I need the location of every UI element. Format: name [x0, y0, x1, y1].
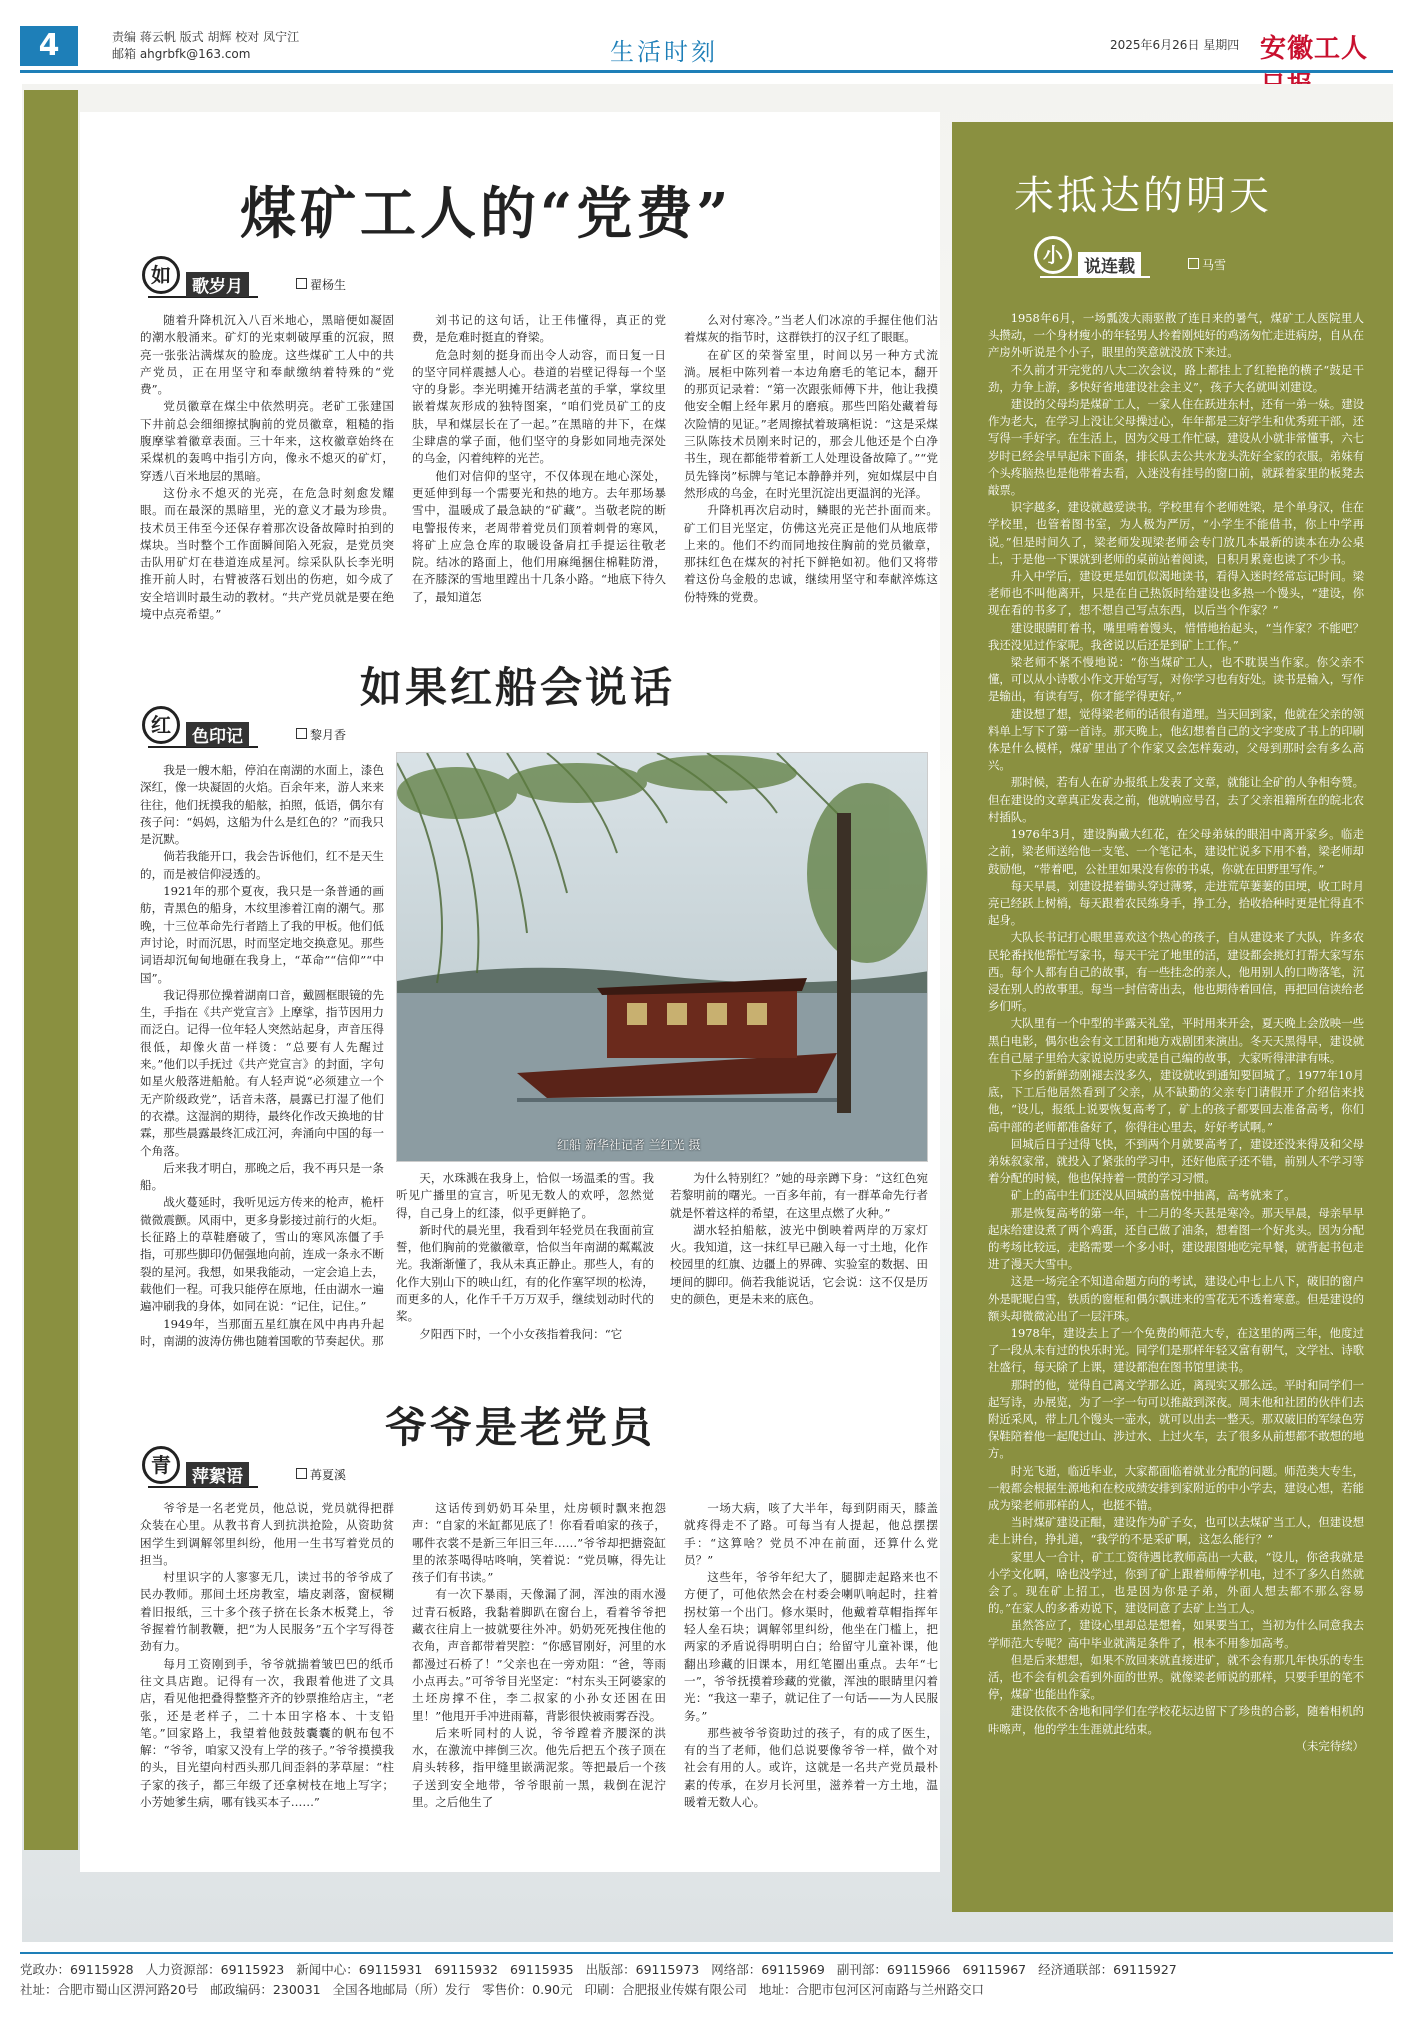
paragraph: 回城后日子过得飞快，不到两个月就要高考了，建设还没来得及和父母弟妹叙家常，就投入了紧张的学习中，还好他底子还不错，前别人不学习等着分配的时候，他也保持着一贯的学习习惯。: [988, 1136, 1364, 1186]
story2-byline: [148, 713, 408, 748]
paragraph: 大队里有一个中型的半露天礼堂，平时用来开会，夏天晚上会放映一些黑白电影，偶尔也会有文工团和地方戏剧团来演出。冬天天黑得早，建设就在自己屋子里给大家说说历史或是自己编的故事，大家听得津津有味。: [988, 1016, 1364, 1065]
footer-item: 印刷：合肥报业传媒有限公司: [584, 1982, 748, 1997]
story1-author: 翟杨生: [296, 276, 346, 293]
story1-column-3: [684, 312, 938, 657]
paragraph: 1978年，建设去上了一个免费的师范大专，在这里的两三年，他度过了一段从未有过的快乐时光。同学们是那样年轻又富有朝气，文学社、诗歌社盛行，每天除了上课，建设都泡在图书馆里读书。: [988, 1325, 1364, 1375]
column-tag: [148, 1453, 258, 1488]
story3-column-2: [412, 1500, 666, 1835]
story2-column-2: [396, 1170, 654, 1382]
story2-author: 黎月香: [296, 726, 346, 743]
issue-date: 2025年6月26日 星期四: [1110, 38, 1240, 52]
column-tag-icon: 小: [1034, 236, 1072, 274]
paragraph: 危急时刻的挺身而出令人动容，而日复一日的坚守同样震撼人心。巷道的岩壁记得每一个坚守的身影。李光明摊开结满老茧的手掌，掌纹里嵌着煤灰形成的独特图案，“咱们党员矿工的皮肤，早和煤层长在了一起。”在黑暗的井下，在煤尘肆虐的掌子面，他们坚守的身影如同地壳深处的乌金，闪着纯粹的光芒。: [412, 347, 666, 466]
column-tag-text: 歌岁月: [186, 272, 249, 297]
story4-byline: [1040, 243, 1300, 278]
story1-byline: [148, 263, 408, 298]
story2-column-1: [140, 762, 384, 1382]
paragraph: 每月工资刚到手，爷爷就揣着皱巴巴的纸币往文具店跑。记得有一次，我跟着他进了文具店，看见他把叠得整整齐齐的钞票推给店主，“老张，还是老样子，二十本田字格本、十支铅笔。”回家路上，我望着他鼓鼓囊囊的帆布包不解：“爷爷，咱家又没有上学的孩子。”爷爷摸摸我的头，目光望向村西头那几间歪斜的茅草屋：“柱子家的孩子，都三年级了还拿树枝在地上写字；小芳她爹生病，哪有钱买本子……”: [140, 1656, 394, 1810]
footer-item: 69115932: [434, 1962, 498, 1977]
paragraph: 建设眼睛盯着书，嘴里啃着馒头，惜惜地抬起头，“当作家？不能吧？我还没见过作家呢。我爸说以后还是到矿上工作。”: [988, 620, 1364, 652]
photo-caption: 红船 新华社记者 兰红光 摄: [557, 1138, 701, 1152]
column-tag-text: 萍絮语: [186, 1462, 249, 1487]
column-tag: [1040, 243, 1150, 278]
column-tag-text: 说连载: [1078, 252, 1141, 277]
paragraph: 夕阳西下时，一个小女孩指着我问：“它: [419, 1326, 623, 1341]
footer-item: 零售价：0.90元: [482, 1982, 573, 1997]
story2-title: 如果红船会说话: [360, 663, 676, 712]
story3-title: 爷爷是老党员: [385, 1403, 656, 1452]
story2-column-3: [670, 1170, 928, 1382]
red-boat-image: [397, 753, 928, 1162]
column-tag: [148, 713, 258, 748]
footer-item: 人力资源部：69115923: [145, 1962, 285, 1977]
paragraph: 刘书记的这句话，让王伟懂得，真正的党费，是危难时挺直的脊梁。: [412, 313, 666, 345]
paragraph: 有一次下暴雨，天像漏了洞，浑浊的雨水漫过青石板路，我黏着脚趴在窗台上，看着爷爷把藏衣往肩上一披就要往外冲。奶奶死死拽住他的衣角，声音都带着哭腔：“你感冒刚好，河里的水都漫过石桥了！”父亲也在一旁劝阻：“爸，等雨小点再去。”可爷爷目光坚定：“村东头王阿婆家的土坯房撑不住，李二叔家的小孙女还困在田里！”他甩开手冲进雨幕，背影很快被雨雾吞没。: [412, 1587, 666, 1723]
paragraph: 矿上的高中生们还没从回城的喜悦中抽离，高考就来了。: [1010, 1188, 1296, 1203]
section-title: 生活时刻: [610, 38, 718, 66]
paragraph: 那时候，若有人在矿办报纸上发表了文章，就能让全矿的人争相夸赞。但在建设的文章真正发表之前，他就响应号召，去了父亲祖籍所在的皖北农村插队。: [988, 775, 1364, 824]
column-tag: [148, 263, 258, 298]
story1-column-2: [412, 312, 666, 657]
paragraph: 这话传到奶奶耳朵里，灶房顿时飘来抱怨声：“自家的米缸都见底了！你看看咱家的孩子，哪件衣裳不是新三年旧三年……”爷爷却把搪瓷缸里的浓茶喝得咕咚响，笑着说：“党员嘛，得先让孩子们有书读。”: [412, 1501, 666, 1585]
paragraph: 家里人一合计，矿工工资待遇比教师高出一大截，“设儿，你爸我就是小学文化啊，啥也没学过，你到了矿上跟着师傅学机电，过不了多久自然就会了。现在矿上招工，也是因为你是子弟，外面人想去都不那么容易的。”在家人的多番劝说下，建设同意了去矿上当工人。: [988, 1549, 1364, 1616]
paragraph: 村里识字的人寥寥无几，读过书的爷爷成了民办教师。那间土坯房教室，墙皮剥落，窗棂糊着旧报纸，三十多个孩子挤在长条木板凳上，爷爷握着竹制教鞭，把“为人民服务”五个字写得苍劲有力。: [140, 1570, 394, 1654]
credits-line-2: 邮箱 ahgrbfk@163.com: [112, 47, 251, 61]
paragraph: 他们对信仰的坚守，不仅体现在地心深处，更延伸到每一个需要光和热的地方。去年那场暴雪中，温暖成了最急缺的“矿藏”。当敬老院的断电警报传来，老周带着党员们顶着刺骨的寒风，将矿上应急仓库的取暖设备肩扛手提运往敬老院。结冰的路面上，他们用麻绳捆住棉鞋防滑，在齐膝深的雪地里蹚出十几条小路。“地底下待久了，最知道怎: [412, 468, 666, 604]
paragraph: 升入中学后，建设更是如饥似渴地读书，看得入迷时经常忘记时间。梁老师也不叫他离开，只是在自己热饭时给建设也多热一个馒头，“建设，你现在看的书多了，想不想自己写点东西，以后当个作家？”: [988, 569, 1364, 618]
story4-body: [988, 310, 1364, 1870]
story4-author: 马雪: [1188, 256, 1226, 273]
story4-title: 未抵达的明天: [1014, 173, 1272, 219]
paragraph: 倘若我能开口，我会告诉他们，红不是天生的，而是被信仰浸透的。: [140, 849, 384, 881]
header-rule: [20, 70, 1393, 73]
paragraph: 大队长书记打心眼里喜欢这个热心的孩子，自从建设来了大队，许多农民轮番找他帮忙写家书，每天干完了地里的活，建设都会挑灯打帮大家写东西。每个人都有自己的故事，有一些挂念的亲人，他用别人的口吻落笔，沉浸在别人的故事里。每当一封信寄出去，他也期待着回信，再把回信读给老乡们听。: [988, 930, 1364, 1014]
paragraph: 建设想了想，觉得梁老师的话很有道理。当天回到家，他就在父亲的领料单上写下了第一首诗。那天晚上，他幻想着自己的文字变成了书上的印刷体是什么模样，煤矿里出了个作家又会怎样轰动，父母到那时会有多么高兴。: [988, 706, 1364, 773]
paragraph: 天，水珠溅在我身上，恰似一场温柔的雪。我听见广播里的宣言，听见无数人的欢呼，忽然觉得，自己身上的红漆，似乎更鲜艳了。: [396, 1171, 654, 1220]
to-be-continued: （未完待续）: [1295, 1738, 1364, 1753]
footer-item: 全国各地邮局（所）发行: [332, 1982, 471, 1997]
paragraph: 这份永不熄灭的光亮，在危急时刻愈发耀眼。而在最深的黑暗里，光的意义才最为珍贵。技术员王伟至今还保存着那次设备故障时拍到的煤块。当时整个工作面瞬间陷入死寂，是党员突击队用矿灯在巷道连成星河。综采队队长李光明推开前人时，右臂被落石划出的伤疤，如今成了安全培训时最生动的教材。“共产党员就是要在绝境中点亮希望。”: [140, 485, 394, 622]
story3-author: 苒夏溪: [296, 1466, 346, 1483]
paragraph: 那些被爷爷资助过的孩子，有的成了医生，有的当了老师，他们总说要像爷爷一样，做个对社会有用的人。或许，这就是一名共产党员最朴素的传承，在岁月长河里，滋养着一方土地，温暖着无数人心。: [684, 1725, 938, 1810]
paragraph: 在矿区的荣誉室里，时间以另一种方式流淌。展柜中陈列着一本边角磨毛的笔记本，翻开的那页记录着：“第一次跟张师傅下井，他让我摸他安全帽上经年累月的磨痕。那些凹陷处藏着每次险情的见证。”老周擦拭着玻璃柜说：“这是采煤三队陈技术员刚来时记的，那会儿他还是个白净书生，现在都能带着新工人处理设备故障了。”“党员先锋岗”标牌与笔记本静静并列，宛如煤层中自然形成的乌金，在时光里沉淀出更温润的光泽。: [684, 347, 938, 500]
story4-paragraphs: [988, 310, 1364, 1738]
paragraph: 随着升降机沉入八百米地心，黑暗便如凝固的潮水般涌来。矿灯的光束刺破厚重的沉寂，照亮一张张沾满煤灰的脸庞。这些煤矿工人中的共产党员，正在用坚守和奉献缴纳着特殊的“党费”。: [140, 313, 394, 397]
story3-column-1: [140, 1500, 394, 1835]
paragraph: 升降机再次启动时，鳞眼的光芒扑面而来。矿工们目光坚定，仿佛这光亮正是他们从地底带上来的。他们不约而同地按住胸前的党员徽章，那抹红色在煤灰的衬托下鲜艳如初。他们又将带着这份乌金般的忠诚，继续用坚守和奉献淬炼这份特殊的党费。: [684, 503, 938, 604]
footer-item: 网络部：69115969: [711, 1962, 825, 1977]
editor-credits: [112, 29, 299, 63]
story3-byline: [148, 1453, 408, 1488]
newspaper-masthead: 安徽工人: [1260, 34, 1369, 64]
footer-rule: [20, 1952, 1393, 1954]
footer-item: 邮政编码：230031: [210, 1982, 321, 1997]
footer-item: 新闻中心：69115931: [296, 1962, 423, 1977]
paragraph: 虽然答应了，建设心里却总是想着，如果要当工，当初为什么同意我去学师范大专呢？高中毕业就满足条件了，根本不用参加高考。: [988, 1618, 1364, 1650]
paragraph: 当时煤矿建设正酣，建设作为矿子女，也可以去煤矿当工人，但建设想走上讲台，挣扎道，“我学的不是采矿啊，这怎么能行？”: [988, 1515, 1364, 1547]
paragraph: 1976年3月，建设胸戴大红花，在父母弟妹的眼泪中离开家乡。临走之前，梁老师送给他一支笔、一个笔记本，建设忙说多下用不着，梁老师却鼓励他，“带着吧，公社里如果没有你的书桌，你就在田野里写作。”: [988, 827, 1364, 876]
paragraph: 1958年6月，一场瓢泼大雨驱散了连日来的暑气，煤矿工人医院里人头攒动，一个身材瘦小的年轻男人拎着刚炖好的鸡汤匆忙走进病房，自从在产房外听说是个小子，眼里的笑意就没放下来过。: [988, 311, 1364, 360]
paragraph: 不久前才开完党的八大二次会议，路上都挂上了红艳艳的横子“鼓足干劲，力争上游，多快好省地建设社会主义”，孩子大名就叫刘建设。: [988, 362, 1364, 394]
paragraph: 爷爷是一名老党员，他总说，党员就得把群众装在心里。从教书育人到抗洪抢险，从资助贫困学生到调解邻里纠纷，他用一生书写着党员的担当。: [140, 1501, 394, 1567]
footer-item: 经济通联部：69115927: [1038, 1962, 1177, 1977]
page-footer: [20, 1952, 1393, 2000]
story1-title: 煤矿工人的“党费”: [240, 181, 733, 247]
footer-item: 69115967: [962, 1962, 1027, 1977]
footer-item: 出版部：69115973: [585, 1962, 700, 1977]
story1-column-1: [140, 312, 394, 657]
footer-item: 地址：合肥市包河区河南路与兰州路交口: [759, 1982, 985, 1997]
paragraph: 每天早晨，刘建设提着锄头穿过薄雾，走进荒草萋萋的田埂，收工时月亮已经跃上树梢，每天跟着农民练身手，挣工分，拾收拾种时更是忙得直不起身。: [988, 878, 1364, 928]
paragraph: 我记得那位操着湖南口音，戴圆框眼镜的先生，手指在《共产党宣言》上摩挲，指节因用力而泛白。记得一位年轻人突然站起身，声音压得很低，却像火苗一样烫：“总要有人先醒过来。”他们以手抚过《共产党宣言》的封面，字句如星火般落进船舱。有人轻声说“必须建立一个无产阶级政党”，话音未落，晨露已打湿了他们的衣襟。这湿润的期待，最终化作改天换地的甘霖，那些晨露最终汇成江河，奔涌向中国的每一个角落。: [140, 987, 384, 1158]
footer-item: 副刊部：69115966: [836, 1962, 951, 1977]
column-tag-icon: 红: [142, 706, 180, 744]
footer-item: 69115935: [510, 1962, 574, 1977]
paragraph: 后来听同村的人说，爷爷蹚着齐腰深的洪水，在激流中摔倒三次。他先后把五个孩子顶在肩头转移，指甲缝里嵌满泥浆。等把最后一个孩子送到安全地带，爷爷眼前一黑，栽倒在泥泞里。之后他生了: [412, 1725, 666, 1810]
paragraph: 1921年的那个夏夜，我只是一条普通的画舫，青黑色的船身，木纹里渗着江南的潮气。那晚，十三位革命先行者踏上了我的甲板。他们低声讨论，时而沉思，时而坚定地交换意见。那些词语却沉甸甸地砸在我身上，“革命”“信仰”“中国”。: [140, 884, 384, 985]
paragraph: 但是后来想想，如果不放回来就直接进矿，就不会有那几年快乐的专生活，也不会有机会看到外面的世界。就像梁老师说的那样，只要手里的笔不停，煤矿也能出作家。: [988, 1652, 1364, 1702]
serial-story-header: [952, 122, 1393, 277]
paragraph: 湖水轻拍船舷，波光中倒映着两岸的万家灯火。我知道，这一抹红早已融入每一寸土地，化作校园里的红旗、边疆上的界碑、实验室的数据、田埂间的脚印。倘若我能说话，它会说：这不仅是历史的颜色，更是未来的底色。: [670, 1222, 928, 1307]
story3-column-3: [684, 1500, 938, 1835]
page-number: 4: [20, 26, 78, 66]
footer-item: 社址：合肥市蜀山区淠河路20号: [20, 1982, 199, 1997]
paragraph: 建设的父母均是煤矿工人，一家人住在跃进东村，还有一弟一妹。建设作为老大，在学习上没让父母操过心，年年都是三好学生和优秀班干部，还写得一手好字。在生活上，因为父母工作忙碌，建设从小就非常懂事，六七岁时已经会早早起床下面条，排长队去公共水龙头洗好全家的衣服。弟妹有个头疼脑热也是他带着去看，入迷没有挂号的窗口前，就踩着家里的板凳去敲票。: [988, 397, 1364, 498]
credits-line-1: 责编 蒋云帆 版式 胡辉 校对 凤宁江: [112, 30, 300, 44]
footer-item: 党政办：69115928: [20, 1962, 134, 1977]
red-boat-photo: [396, 752, 928, 1162]
paragraph: 新时代的晨光里，我看到年轻党员在我面前宣誓，他们胸前的党徽徽章，恰似当年南湖的粼粼波光。我渐渐懂了，我从未真正静止。那些人，有的化作大别山下的映山红，有的化作塞罕坝的松涛，而更多的人，化作千千万万双手，继续划动时代的桨。: [396, 1222, 654, 1324]
paragraph: 时光飞逝，临近毕业，大家都面临着就业分配的问题。师范类大专生，一般都会根据生源地和在校成绩安排到家附近的中小学去，建设心想，若能成为梁老师那样的人，也挺不错。: [988, 1463, 1364, 1513]
paragraph: 那是恢复高考的第一年，十二月的冬天甚是寒冷。那天早晨，母亲早早起床给建设煮了两个鸡蛋，还自己做了油条，想着图一个好兆头。因为分配的考场比较远，走路需要一个多小时，建设跟图地吃完早餐，就背起书包走进了漫天大雪中。: [988, 1205, 1364, 1272]
left-decorative-stripe: [24, 90, 78, 1850]
paragraph: 下乡的新鲜劲刚褪去没多久，建设就收到通知要回城了。1977年10月底，下工后他居然看到了父亲，从不缺勤的父亲专门请假开了介绍信来找他，“设儿，报纸上说要恢复高考了，矿上的孩子都要回去准备高考，你们高中部的老师都准备好了，你得往心里去，好好考试啊。”: [988, 1067, 1364, 1134]
paragraph: 后来我才明白，那晚之后，我不再只是一条船。: [140, 1160, 384, 1193]
paragraph: 那时的他，觉得自己离文学那么近，离现实又那么远。平时和同学们一起写诗，办展览，为了一字一句可以推敲到深夜。周末他和社团的伙伴们去附近采风，带上几个馒头一壶水，就可以出去一整天。那双破旧的军绿色劳保鞋陪着他一起爬过山、涉过水、上过火车，去了很多从前想都不敢想的地方。: [988, 1377, 1364, 1461]
paragraph: 战火蔓延时，我听见远方传来的枪声，桅杆微微震颤。风雨中，更多身影接过前行的火炬。长征路上的草鞋磨破了，雪山的寒风冻僵了手指，可那些脚印仍倔强地向前，连成一条永不断裂的星河。我想，如果我能动，一定会追上去，载他们一程。可我只能停在原地，任由湖水一遍遍冲刷我的身体，如同在说：“记住，记住。”: [140, 1195, 384, 1314]
paragraph: 党员徽章在煤尘中依然明亮。老矿工张建国下井前总会细细擦拭胸前的党员徽章，粗糙的指腹摩挲着徽章表面。三十年来，这枚徽章始终在采煤机的轰鸣中指引方向，像永不熄灭的矿灯，穿透八百米地层的黑暗。: [140, 399, 394, 483]
paragraph: 为什么特别红？”她的母亲蹲下身：“这红色宛若黎明前的曙光。一百多年前，有一群革命先行者就是怀着这样的希望，在这里点燃了火种。”: [670, 1171, 928, 1220]
paragraph: 我是一艘木船，停泊在南湖的水面上，漆色深红，像一块凝固的火焰。百余年来，游人来来往往，他们抚摸我的船舷，拍照，低语，偶尔有孩子问：“妈妈，这船为什么是红色的？”而我只是沉默。: [140, 763, 384, 847]
column-tag-icon: 青: [142, 1446, 180, 1484]
paragraph: 1949年，当那面五星红旗在风中冉冉升起时，南湖的波涛仿佛也随着国歌的节奏起伏。那: [140, 1316, 384, 1348]
footer-contacts: [20, 1960, 1393, 1980]
paragraph: 梁老师不紧不慢地说：“你当煤矿工人，也不耽误当作家。你父亲不懂，可以从小诗歌小作文开始写写，对你学习也有好处。读书是输入，写作是输出，有读有写，你才能学得更好。”: [988, 655, 1364, 704]
column-tag-text: 色印记: [186, 722, 249, 747]
paragraph: 么对付寒冷。”当老人们冰凉的手握住他们沾着煤灰的指节时，这群铁打的汉子红了眼眶。: [684, 313, 938, 345]
footer-address: [20, 1980, 1393, 2000]
page-header: [20, 26, 1393, 66]
paragraph: 这些年，爷爷年纪大了，腿脚走起路来也不方便了，可他依然会在村委会喇叭响起时，拄着拐杖第一个出门。修水渠时，他戴着草帽指挥年轻人垒石块；调解邻里纠纷，他坐在门槛上，把两家的矛盾说得明明白白；给留守儿童补课，他翻出珍藏的旧课本，用红笔圈出重点。去年“七一”，爷爷抚摸着珍藏的党徽，浑浊的眼睛里闪着光：“我这一辈子，就记住了一句话——为人民服务。”: [684, 1570, 938, 1723]
paragraph: 这是一场完全不知道命题方向的考试，建设心中七上八下，破旧的窗户外是昵昵白雪，铁质的窗框和偶尔飘进来的雪花无不透着寒意。但是建设的额头却微微沁出了一层汗珠。: [988, 1274, 1364, 1323]
paragraph: 一场大病，咳了大半年，每到阴雨天，膝盖就疼得走不了路。可每当有人提起，他总摆摆手：“这算啥？党员不冲在前面，还算什么党员？”: [684, 1501, 938, 1567]
column-tag-icon: 如: [142, 256, 180, 294]
paragraph: 建设依依不舍地和同学们在学校花坛边留下了珍贵的合影，随着相机的咔嚓声，他的学生生涯就此结束。: [988, 1704, 1364, 1736]
paragraph: 识字越多，建设就越爱读书。学校里有个老师姓梁，是个单身汉，住在学校里，也管着图书室，为人极为严厉，“小学生不能借书，你上中学再说。”但是时间久了，梁老师发现梁老师会专门放几本最新的读本在办公桌上，于是他一下课就到老师的桌前站着阅读，日积月累竟也读了不少书。: [988, 500, 1364, 566]
